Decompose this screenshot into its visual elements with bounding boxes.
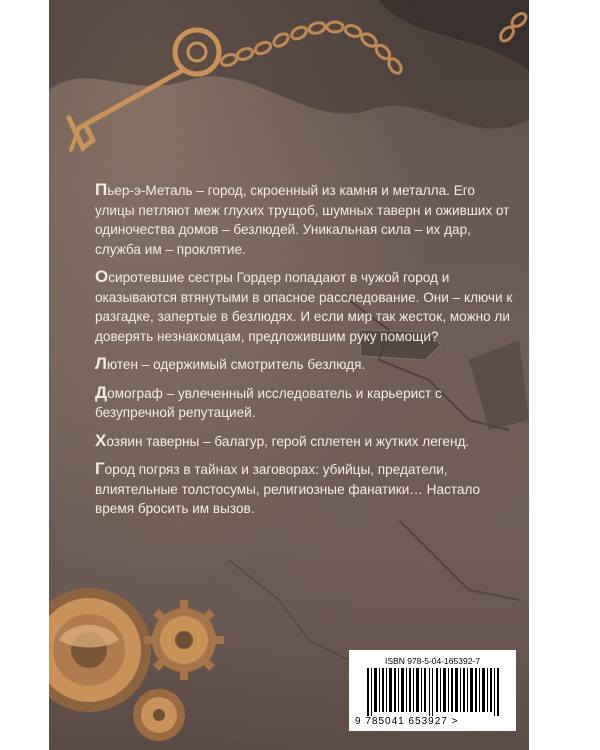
gear-icon	[49, 588, 151, 712]
blurb-paragraph: Город погряз в тайнах и заговорах: убийцы, предатели, влиятельные толстосумы, религиозные фанатики… Настало время бросить им вызов.	[95, 459, 481, 516]
blurb-paragraph: Лютен – одержимый смотритель безлюдя.	[95, 354, 366, 373]
isbn-number: ISBN 978-5-04-165392-7	[385, 656, 480, 666]
blurb-paragraph: Хозяин таверны – балагур, герой сплетен и жутких легенд.	[95, 430, 470, 450]
isbn-barcode	[349, 650, 516, 731]
crack-line	[399, 520, 519, 600]
book-back-cover	[49, 0, 529, 750]
blurb-paragraph: Домограф – увлеченный исследователь и карьерист с безупречной репутацией.	[95, 382, 442, 420]
blurb-paragraph: Пьер-э-Металь – город, скроенный из камня и металла. Его улицы петляют меж глухих трущоб, шумных таверн и оживших от одиночества домов – безлюдей. Уникальная сила – их дар, служба им – проклятие.	[95, 180, 510, 257]
gear-icon	[144, 600, 224, 680]
barcode-bars	[367, 668, 507, 716]
crack-line	[229, 560, 349, 660]
blurb-text	[95, 180, 515, 527]
blurb-paragraph: Осиротевшие сестры Гордер попадают в чужой город и оказываются втянутыми в опасное расследование. Они – ключи к разгадке, запертые в безлюдях. И если мир так жесток, можно ли доверять незнакомцам, предложившим руку помощи?	[95, 267, 513, 344]
gear-icon	[133, 689, 185, 741]
barcode-digits: 9 785041 653927 >	[355, 716, 459, 727]
